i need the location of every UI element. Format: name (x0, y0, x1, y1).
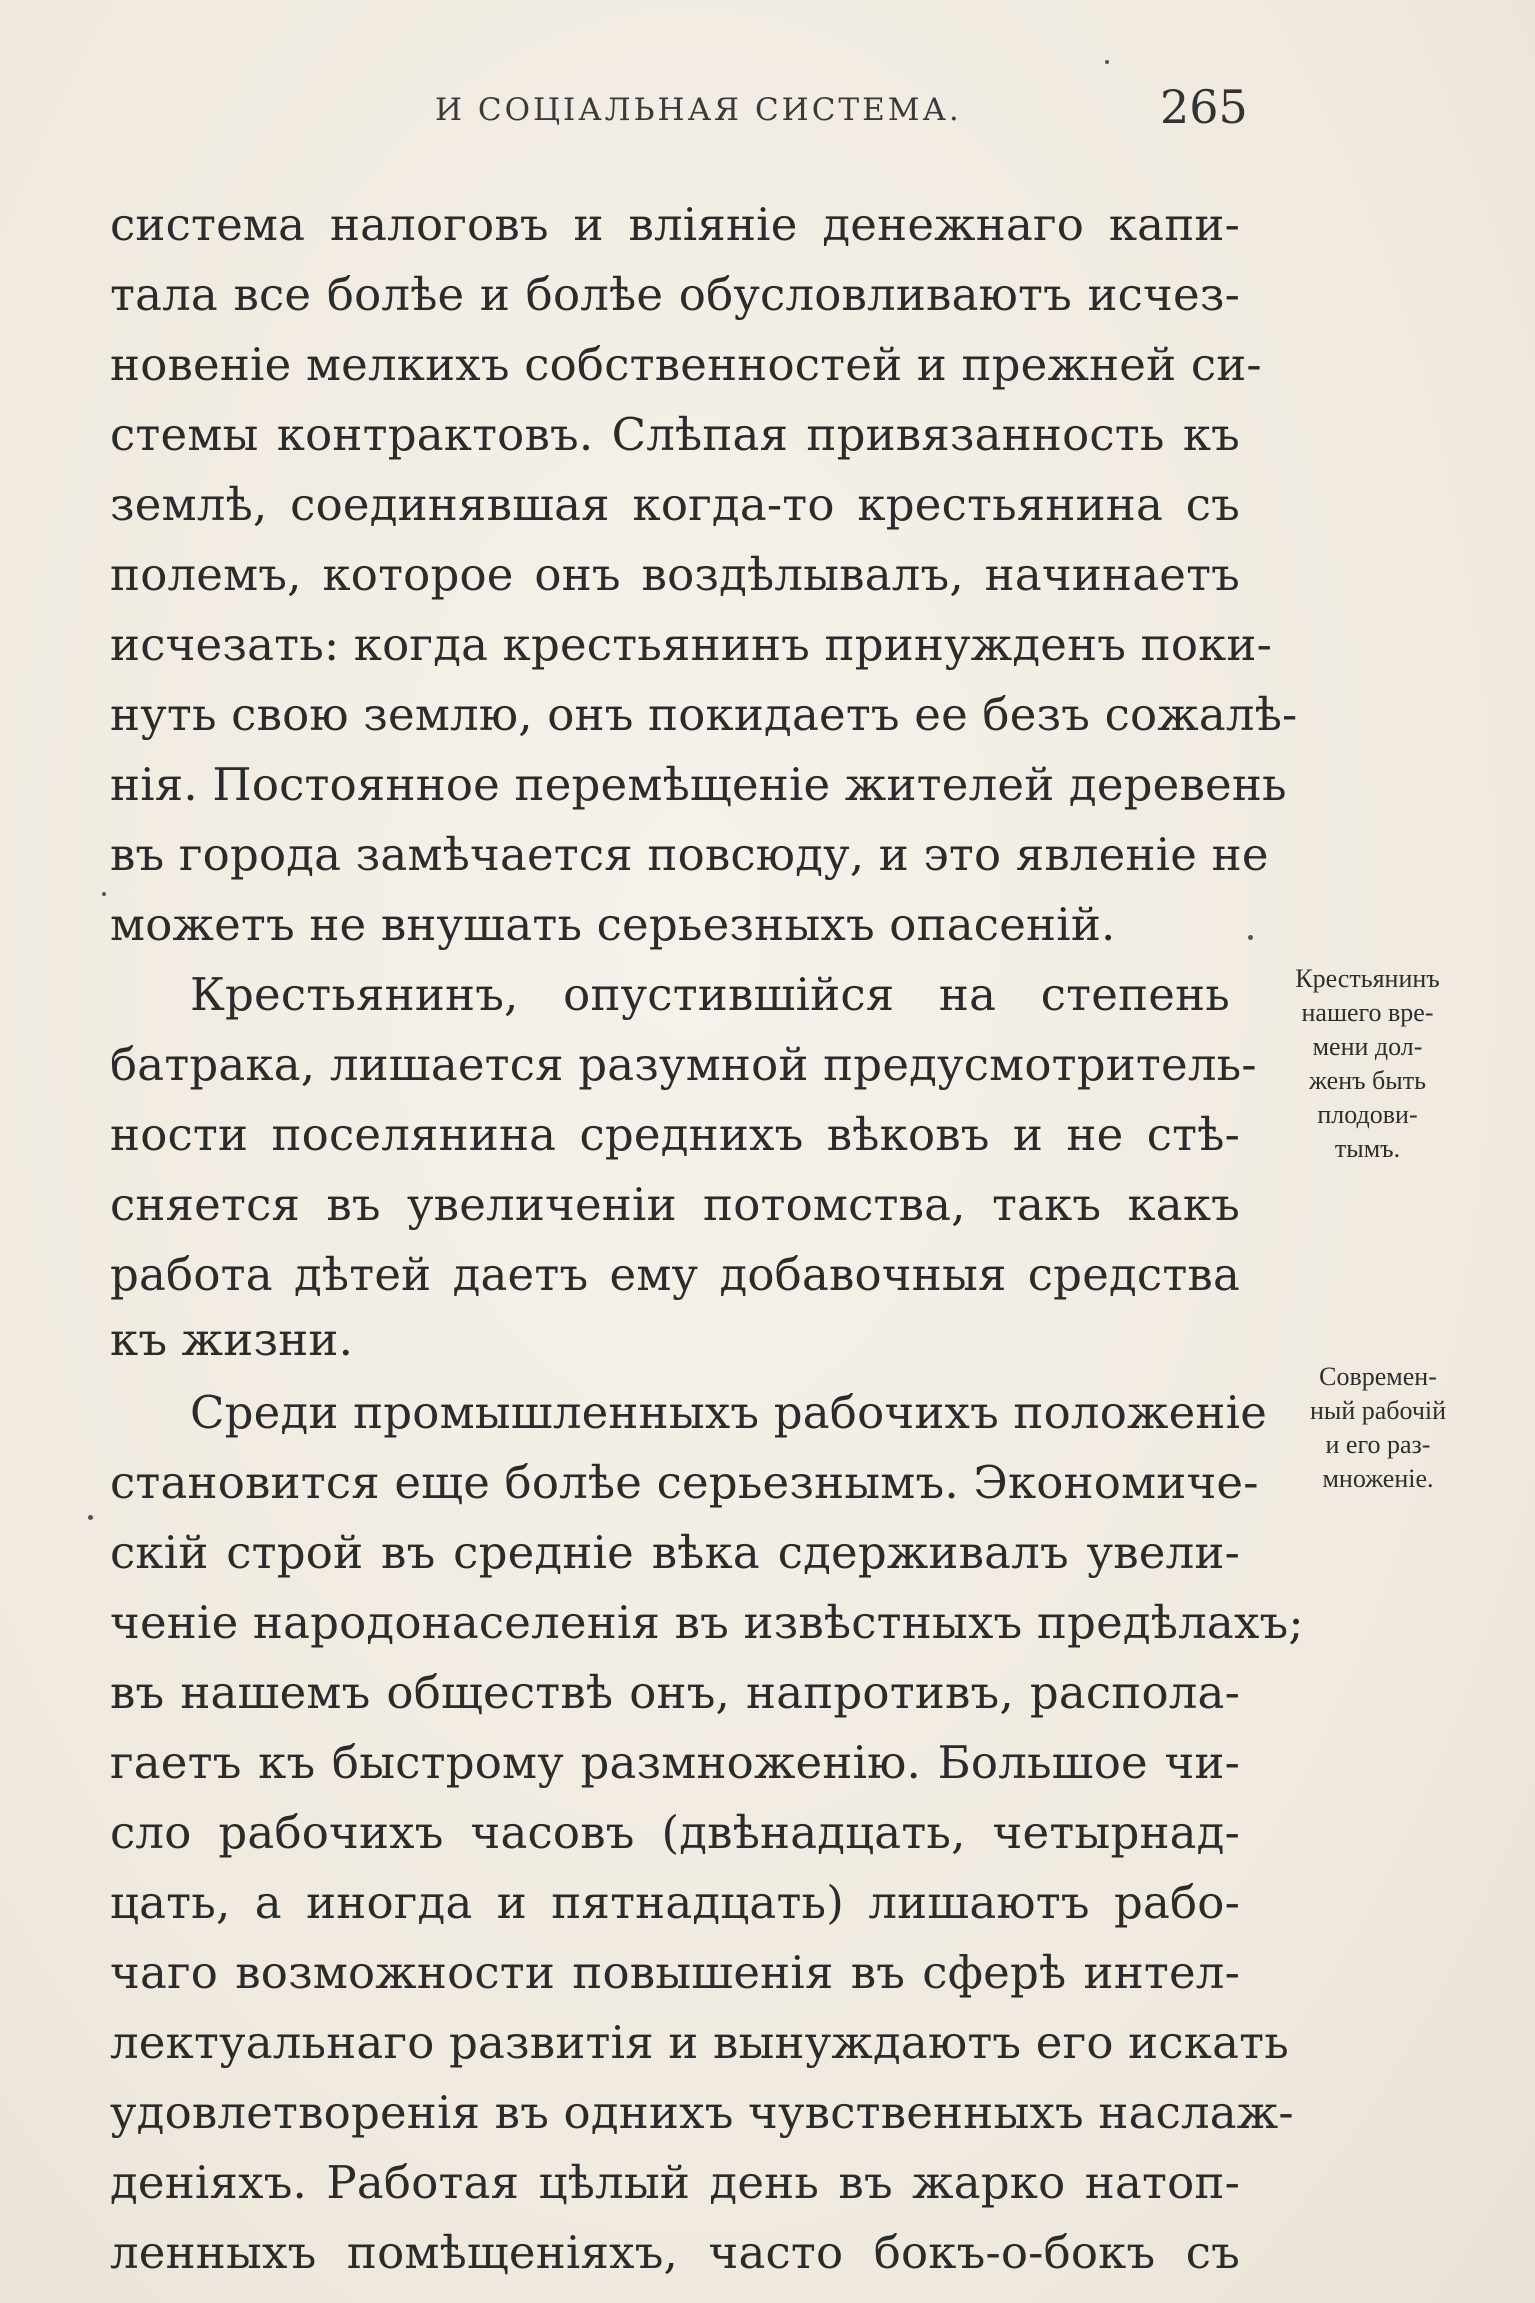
text-line: въ нашемъ обществѣ онъ, напротивъ, распола- (110, 1666, 1240, 1719)
text-line: Крестьянинъ, опустившійся на степень (190, 968, 1230, 1021)
text-line: сло рабочихъ часовъ (двѣнадцать, четырнад- (110, 1806, 1240, 1859)
text-line: чаго возможности повышенія въ сферѣ интел- (110, 1946, 1240, 1999)
print-speck (1248, 935, 1253, 940)
margin-note-line: женъ быть (1309, 1066, 1426, 1095)
margin-note (1268, 1360, 1488, 1496)
text-line: исчезать: когда крестьянинъ принужденъ поки- (110, 618, 1273, 671)
text-line: Среди промышленныхъ рабочихъ положеніе (190, 1386, 1268, 1439)
text-line: полемъ, которое онъ воздѣлывалъ, начинаетъ (110, 548, 1240, 601)
text-line: скій строй въ средніе вѣка сдерживалъ увели- (110, 1526, 1240, 1579)
text-line: система налоговъ и вліяніе денежнаго капи- (110, 198, 1240, 251)
text-line: нуть свою землю, онъ покидаетъ ее безъ сожалѣ- (110, 688, 1298, 741)
text-line: работа дѣтей даетъ ему добавочныя средства (110, 1248, 1240, 1301)
text-line: цать, а иногда и пятнадцать) лишаютъ рабо- (110, 1876, 1240, 1929)
text-line: къ жизни. (110, 1313, 354, 1366)
margin-note-line: ный рабочій (1309, 1396, 1447, 1425)
text-line: землѣ, соединявшая когда-то крестьянина съ (110, 478, 1240, 531)
text-line: удовлетворенія въ однихъ чувственныхъ наслаж- (110, 2086, 1294, 2139)
text-line: стемы контрактовъ. Слѣпая привязанность къ (110, 408, 1240, 461)
text-line: сняется въ увеличеніи потомства, такъ какъ (110, 1178, 1240, 1231)
text-line: деніяхъ. Работая цѣлый день въ жарко натоп- (110, 2156, 1240, 2209)
print-speck (88, 1515, 93, 1520)
margin-note-line: Современ- (1319, 1362, 1437, 1391)
margin-note-line: мени дол- (1312, 1032, 1423, 1061)
page-number: 265 (1160, 80, 1248, 134)
margin-note-line: плодови- (1317, 1100, 1418, 1129)
text-line: ченіе народонаселенія въ извѣстныхъ предѣлахъ; (110, 1596, 1304, 1649)
running-header: И СОЦІАЛЬНАЯ СИСТЕМА. (435, 92, 962, 128)
print-speck (102, 892, 106, 896)
margin-note-line: и его раз- (1325, 1430, 1431, 1459)
text-line: ности поселянина среднихъ вѣковъ и не стѣ- (110, 1108, 1240, 1161)
margin-note (1255, 962, 1480, 1166)
text-line: можетъ не внушать серьезныхъ опасеній. (110, 898, 1116, 951)
text-line: ленныхъ помѣщеніяхъ, часто бокъ-о-бокъ съ (110, 2226, 1240, 2279)
text-line: нія. Постоянное перемѣщеніе жителей деревень (110, 758, 1287, 811)
margin-note-line: множеніе. (1322, 1464, 1434, 1493)
text-line: лектуальнаго развитія и вынуждаютъ его искать (110, 2016, 1289, 2069)
text-line: становится еще болѣе серьезнымъ. Экономиче- (110, 1456, 1259, 1509)
text-line: тала все болѣе и болѣе обусловливаютъ исчез- (110, 268, 1240, 321)
margin-note-line: нашего вре- (1301, 998, 1434, 1027)
text-line: батрака, лишается разумной предусмотритель- (110, 1038, 1257, 1091)
text-line: гаетъ къ быстрому размноженію. Большое чи- (110, 1736, 1240, 1789)
print-speck (1105, 60, 1109, 64)
margin-note-line: тымъ. (1334, 1134, 1401, 1163)
text-line: въ города замѣчается повсюду, и это явленіе не (110, 828, 1269, 881)
margin-note-line: Крестьянинъ (1295, 964, 1440, 993)
text-line: новеніе мелкихъ собственностей и прежней си- (110, 338, 1262, 391)
